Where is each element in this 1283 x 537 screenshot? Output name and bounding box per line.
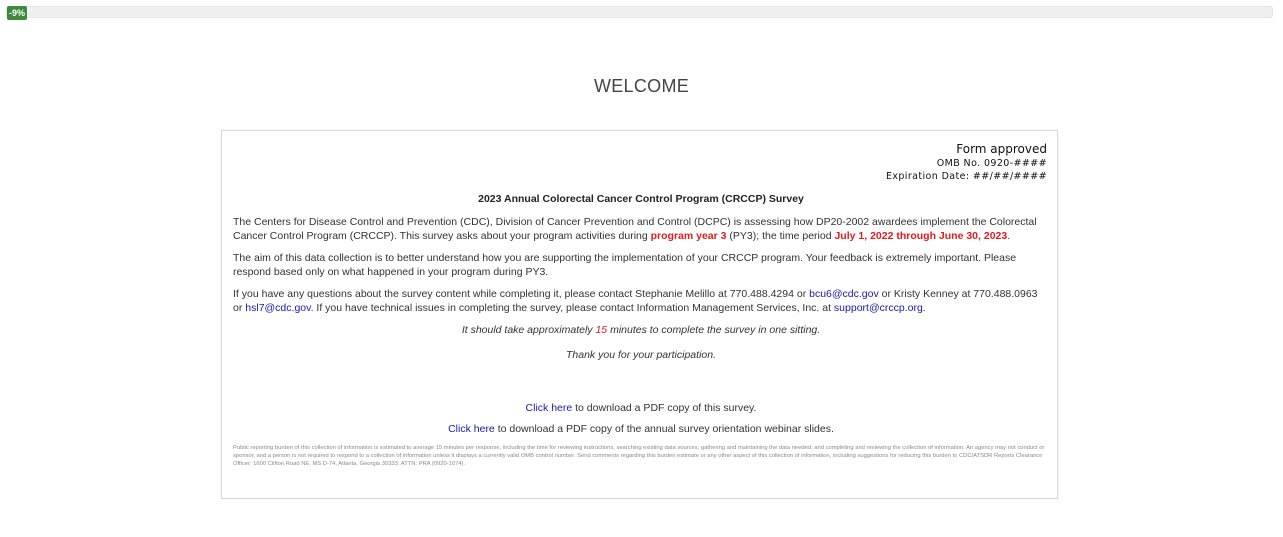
omb-number: OMB No. 0920-#### <box>936 158 1047 169</box>
download-slides-pdf-link[interactable]: Click here <box>448 423 495 435</box>
intro-text-3: . <box>1007 230 1011 242</box>
burden-statement: Public reporting burden of this collection of information is estimated to average 15 minutes per response, including the time for reviewing instructions, searching existing data sources, gathering and maintaining the data needed, and completing and reviewing the collection of information. An agency may not conduct or sponsor, and a person is not required to respond to a collection of information unless it displays a currently valid OMB control number. Send comments regarding this burden estimate or any other aspect of this collection of information, including suggestions for reducing this burden to CDC/ATSDR Reports Clearance Officer; 1600 Clifton Road NE, MS D-74, Atlanta, Georgia 30333; ATTN: PRA (0920-1074). <box>233 444 1045 468</box>
download-survey-line <box>233 401 1049 416</box>
contact-text-2: or Kristy Kenney at 770.488.0963 or <box>233 287 1038 314</box>
download-slides-text: to download a PDF copy of the annual survey orientation webinar slides. <box>494 423 834 435</box>
survey-intro <box>233 192 1049 469</box>
download-survey-pdf-link[interactable]: Click here <box>525 401 573 414</box>
page-title: WELCOME <box>593 76 690 96</box>
email-link-support[interactable]: support@crccp.org <box>833 302 923 314</box>
contact-text-3: . If you have technical issues in completing the survey, please contact Information Management Services, Inc. at <box>310 302 834 314</box>
program-year-highlight: program year 3 <box>650 230 727 242</box>
intro-paragraph <box>233 215 1049 244</box>
progress-bar <box>6 6 1273 18</box>
aim-paragraph: The aim of this data collection is to better understand how you are supporting the implementation of your CRCCP program. Your feedback is extremely important. Please respond based only on what happened in your program during PY3. <box>233 251 1017 278</box>
email-link-bcu6[interactable]: bcu6@cdc.gov <box>809 287 879 300</box>
form-approved-label: Form approved <box>956 142 1047 156</box>
time-text: It should take approximately <box>461 323 596 336</box>
email-link-hsl7[interactable]: hsl7@cdc.gov <box>245 302 311 314</box>
contact-text: If you have any questions about the survey content while completing it, please contact Stephanie Melillo at 770.488.4294 or <box>233 287 810 300</box>
downloads-section <box>233 401 1049 437</box>
time-estimate <box>233 323 1049 338</box>
time-text-2: minutes to complete the survey in one sitting. <box>607 323 821 336</box>
omb-approval-block <box>886 141 1047 183</box>
minutes-value: 15 <box>595 323 608 336</box>
welcome-panel <box>221 130 1058 499</box>
survey-title: 2023 Annual Colorectal Cancer Control Program (CRCCP) Survey <box>478 193 804 205</box>
time-period-highlight: July 1, 2022 through June 30, 2023 <box>834 230 1008 242</box>
thank-you-text: Thank you for your participation. <box>566 349 716 361</box>
intro-text-2: (PY3); the time period <box>726 230 835 242</box>
intro-text: The Centers for Disease Control and Prevention (CDC), Division of Cancer Prevention and Control (DCPC) is assessing how DP20-2002 awardees implement the Colorectal Cancer Control Program (CRCCP). This survey asks about your program activities during <box>233 215 1037 242</box>
expiration-date: Expiration Date: ##/##/#### <box>885 171 1047 182</box>
contact-text-4: . <box>922 302 926 314</box>
download-survey-text: to download a PDF copy of this survey. <box>572 401 757 414</box>
progress-label: -9% <box>9 8 26 18</box>
download-slides-line <box>233 422 1049 437</box>
contact-paragraph <box>233 287 1049 316</box>
